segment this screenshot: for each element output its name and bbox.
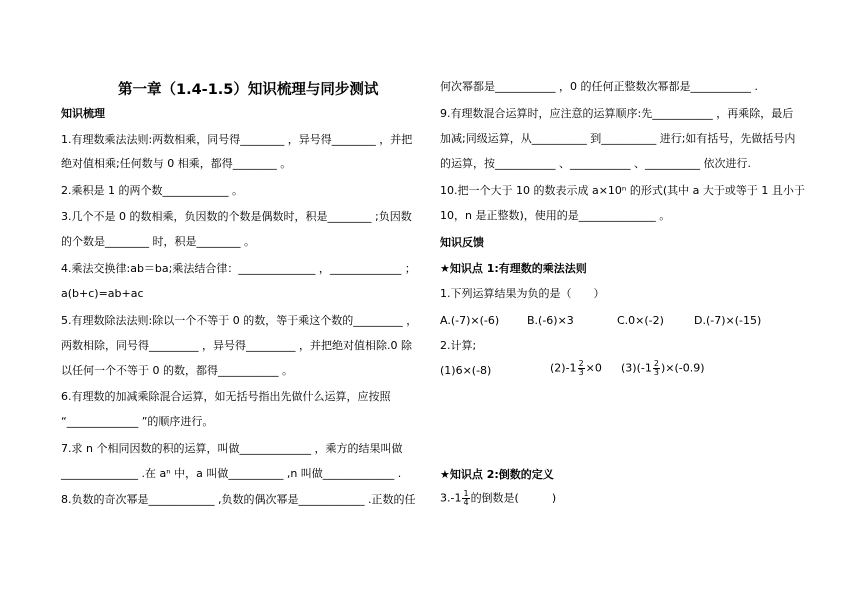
q2-item-3-suffix: )×(-0.9): [660, 361, 705, 375]
text-line: 3.几个不是 0 的数相乘，负因数的个数是偶数时，积是________ ;负因数: [61, 210, 412, 223]
text-line: 1.有理数乘法法则:两数相乘，同号得________ ，异号得________ ，并把: [61, 133, 413, 146]
option-c: C.0×(-2): [617, 314, 664, 327]
question-3: [440, 490, 556, 507]
text-line: 9.有理数混合运算时，应注意的运算顺序:先___________ ，再乘除，最后: [440, 107, 794, 120]
fraction-numerator: 2: [578, 359, 584, 368]
text-line: a(b+c)=ab+ac: [61, 287, 144, 300]
section-heading-knowledge: 知识梳理: [61, 107, 105, 120]
q2-item-1: (1)6×(-8): [440, 364, 492, 377]
text-line: 的运算，按___________ 、___________ 、__________ 依次进行.: [440, 157, 751, 170]
option-d: D.(-7)×(-15): [694, 314, 762, 327]
text-line: 8.负数的奇次幂是____________ ,负数的偶次幂是____________ .正数的任: [61, 493, 416, 506]
option-b: B.(-6)×3: [527, 314, 574, 327]
text-line: ______________ .在 aⁿ 中，a 叫做__________ ,n 叫做_____________ .: [61, 467, 402, 480]
q2-item-2-suffix: ×0: [585, 361, 602, 375]
question-2: 2.计算;: [440, 339, 477, 352]
q3-suffix: 的倒数是( ): [470, 491, 557, 505]
knowledge-point-2-heading: ★知识点 2:倒数的定义: [440, 468, 554, 481]
text-line: 10.把一个大于 10 的数表示成 a×10ⁿ 的形式(其中 a 大于或等于 1 且小于: [440, 184, 805, 197]
fraction-numerator: 2: [653, 359, 659, 368]
text-line: 加减;同级运算，从__________ 到__________ 进行;如有括号，先做括号内: [440, 132, 796, 145]
section-heading-feedback: 知识反馈: [440, 236, 484, 249]
text-line: 10，n 是正整数)，使用的是______________ 。: [440, 209, 671, 222]
text-line: 4.乘法交换律:ab＝ba;乘法结合律：______________ ，_____________ ；: [61, 262, 416, 275]
q2-item-2-fraction: [578, 360, 585, 377]
knowledge-point-1-heading: ★知识点 1:有理数的乘法法则: [440, 262, 587, 275]
text-line: “_____________ ”的顺序进行。: [61, 415, 214, 428]
text-line: 6.有理数的加减乘除混合运算，如无括号指出先做什么运算，应按照: [61, 390, 391, 403]
text-line: 两数相除，同号得_________ ，异号得_________ ，并把绝对值相除.0 除: [61, 339, 412, 352]
text-line: 的个数是________ 时，积是________ 。: [61, 235, 255, 248]
fraction-numerator: 1: [463, 489, 469, 498]
q3-fraction: [462, 490, 469, 507]
text-line: 7.求 n 个相同因数的积的运算，叫做_____________ ，乘方的结果叫做: [61, 442, 403, 455]
q2-item-2-prefix: (2)-1: [550, 361, 577, 375]
option-a: A.(-7)×(-6): [440, 314, 500, 327]
q3-prefix: 3.-1: [440, 491, 462, 505]
fraction-denominator: 3: [578, 368, 584, 377]
q2-item-3-fraction: [653, 360, 660, 377]
text-line: 绝对值相乘;任何数与 0 相乘，都得________ 。: [61, 157, 292, 170]
text-line: 2.乘积是 1 的两个数____________ 。: [61, 184, 243, 197]
q2-item-3-prefix: (3)(-1: [621, 361, 652, 375]
q2-item-3: [621, 360, 705, 377]
question-1: 1.下列运算结果为负的是（ ）: [440, 287, 605, 300]
q2-item-2: [550, 360, 602, 377]
fraction-denominator: 3: [653, 368, 659, 377]
text-line: 以任何一个不等于 0 的数，都得___________ 。: [61, 364, 293, 377]
text-line: 5.有理数除法法则:除以一个不等于 0 的数，等于乘这个数的_________ ，: [61, 314, 418, 327]
text-line: 何次幂都是___________ ，0 的任何正整数次幂都是___________ .: [440, 80, 758, 93]
fraction-denominator: 4: [463, 498, 469, 507]
page-title: 第一章（1.4-1.5）知识梳理与同步测试: [118, 82, 379, 98]
